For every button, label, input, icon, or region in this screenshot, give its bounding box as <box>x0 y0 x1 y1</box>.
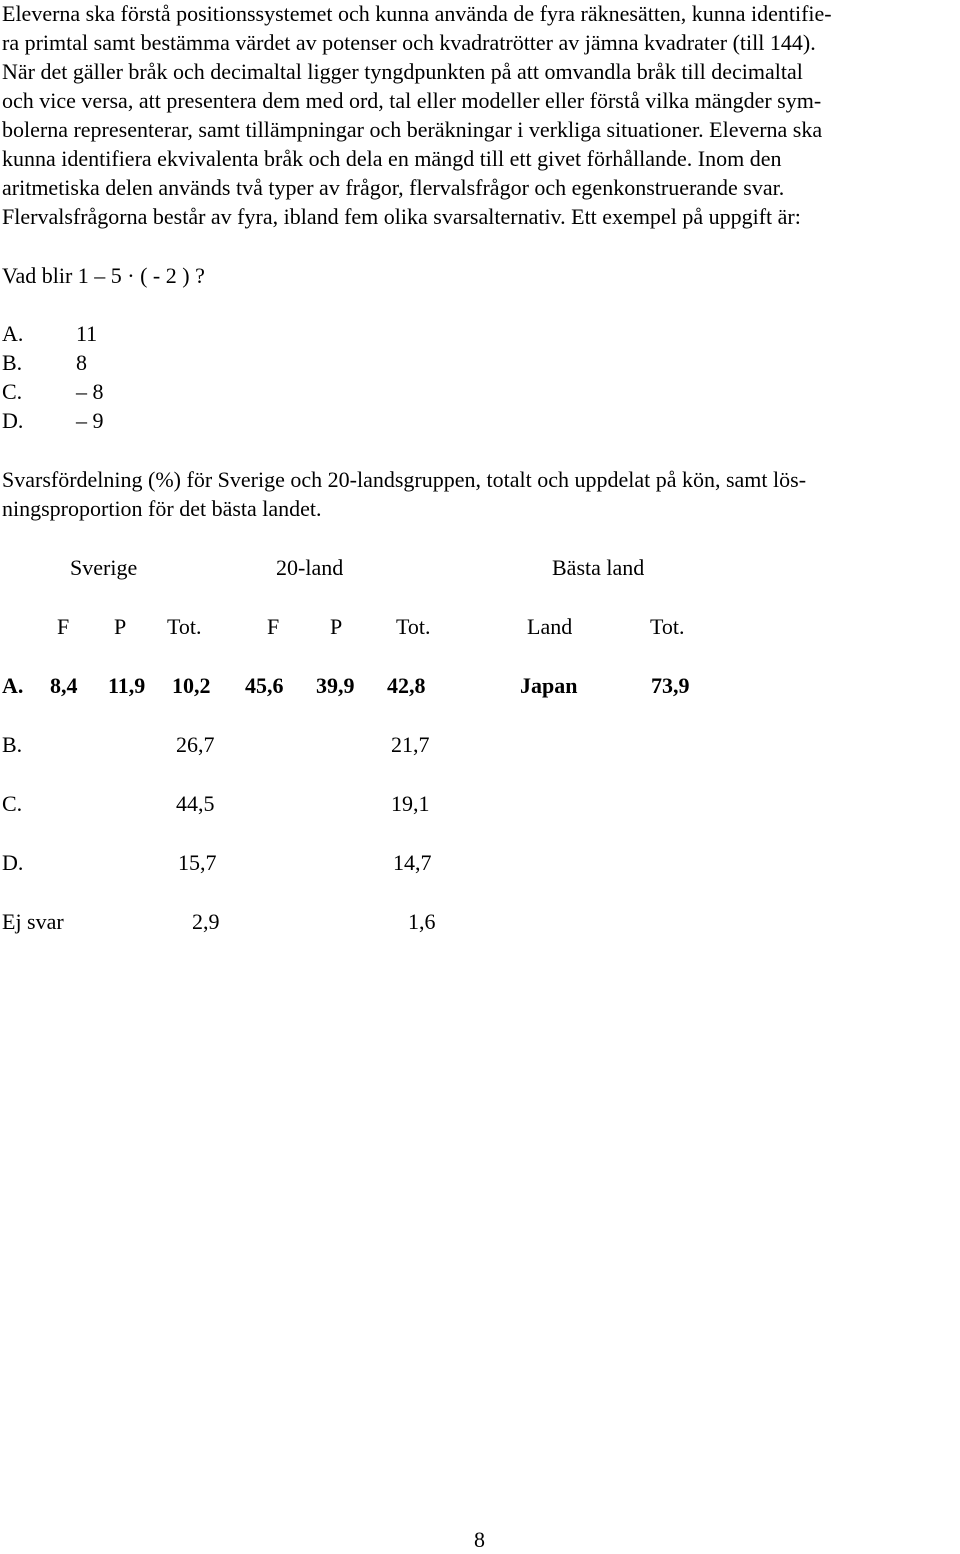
table-cell: 10,2 <box>172 673 211 698</box>
table-cell: 21,7 <box>391 732 430 757</box>
option-letter: D. <box>2 408 24 433</box>
group-header-sverige: Sverige <box>70 555 138 580</box>
group-header-basta-land: Bästa land <box>552 555 645 580</box>
table-cell: 1,6 <box>408 909 436 934</box>
table-cell: 45,6 <box>245 673 284 698</box>
subheader: Tot. <box>650 614 685 639</box>
subheader: P <box>330 614 343 639</box>
intro-line: Eleverna ska förstå positionssystemet och kunna använda de fyra räknesätten, kunna identifie- <box>2 1 832 26</box>
table-cell: 2,9 <box>192 909 220 934</box>
table-caption: ningsproportion för det bästa landet. <box>2 496 322 521</box>
table-cell: 73,9 <box>651 673 690 698</box>
table-cell: 14,7 <box>393 850 432 875</box>
option-value: 11 <box>76 321 98 346</box>
intro-line: När det gäller bråk och decimaltal ligger tyngdpunkten på att omvandla bråk till decimaltal <box>2 59 803 84</box>
table-caption: Svarsfördelning (%) för Sverige och 20-landsgruppen, totalt och uppdelat på kön, samt lös- <box>2 467 807 492</box>
group-header-20-land: 20-land <box>276 555 344 580</box>
page-number: 8 <box>474 1527 485 1552</box>
subheader: Tot. <box>167 614 202 639</box>
intro-line: kunna identifiera ekvivalenta bråk och dela en mängd till ett givet förhållande. Inom den <box>2 146 782 171</box>
row-label: Ej svar <box>2 909 64 934</box>
option-value: – 9 <box>76 408 104 433</box>
option-letter: B. <box>2 350 23 375</box>
table-cell: 11,9 <box>108 673 146 698</box>
intro-line: ra primtal samt bestämma värdet av potenser och kvadratrötter av jämna kvadrater (till 144). <box>2 30 816 55</box>
option-value: 8 <box>76 350 87 375</box>
row-label: D. <box>2 850 24 875</box>
row-label: C. <box>2 791 23 816</box>
intro-line: och vice versa, att presentera dem med ord, tal eller modeller eller förstå vilka mängder sym- <box>2 88 822 113</box>
table-cell: Japan <box>520 673 578 698</box>
table-cell: 44,5 <box>176 791 215 816</box>
option-letter: C. <box>2 379 23 404</box>
subheader: F <box>267 614 280 639</box>
table-cell: 42,8 <box>387 673 426 698</box>
table-cell: 19,1 <box>391 791 430 816</box>
intro-line: aritmetiska delen används två typer av frågor, flervalsfrågor och egenkonstruerande svar. <box>2 175 785 200</box>
option-value: – 8 <box>76 379 104 404</box>
row-label: A. <box>2 673 24 698</box>
table-cell: 39,9 <box>316 673 355 698</box>
subheader: Tot. <box>396 614 431 639</box>
table-cell: 26,7 <box>176 732 215 757</box>
row-label: B. <box>2 732 23 757</box>
subheader: F <box>57 614 70 639</box>
table-cell: 8,4 <box>50 673 78 698</box>
option-letter: A. <box>2 321 24 346</box>
subheader: P <box>114 614 127 639</box>
subheader: Land <box>527 614 573 639</box>
intro-line: Flervalsfrågorna består av fyra, ibland fem olika svarsalternativ. Ett exempel på uppgift är: <box>2 204 801 229</box>
question-text: Vad blir 1 – 5 · ( - 2 ) ? <box>2 263 205 288</box>
intro-line: bolerna representerar, samt tillämpningar och beräkningar i verkliga situationer. Eleverna ska <box>2 117 823 142</box>
table-cell: 15,7 <box>178 850 217 875</box>
